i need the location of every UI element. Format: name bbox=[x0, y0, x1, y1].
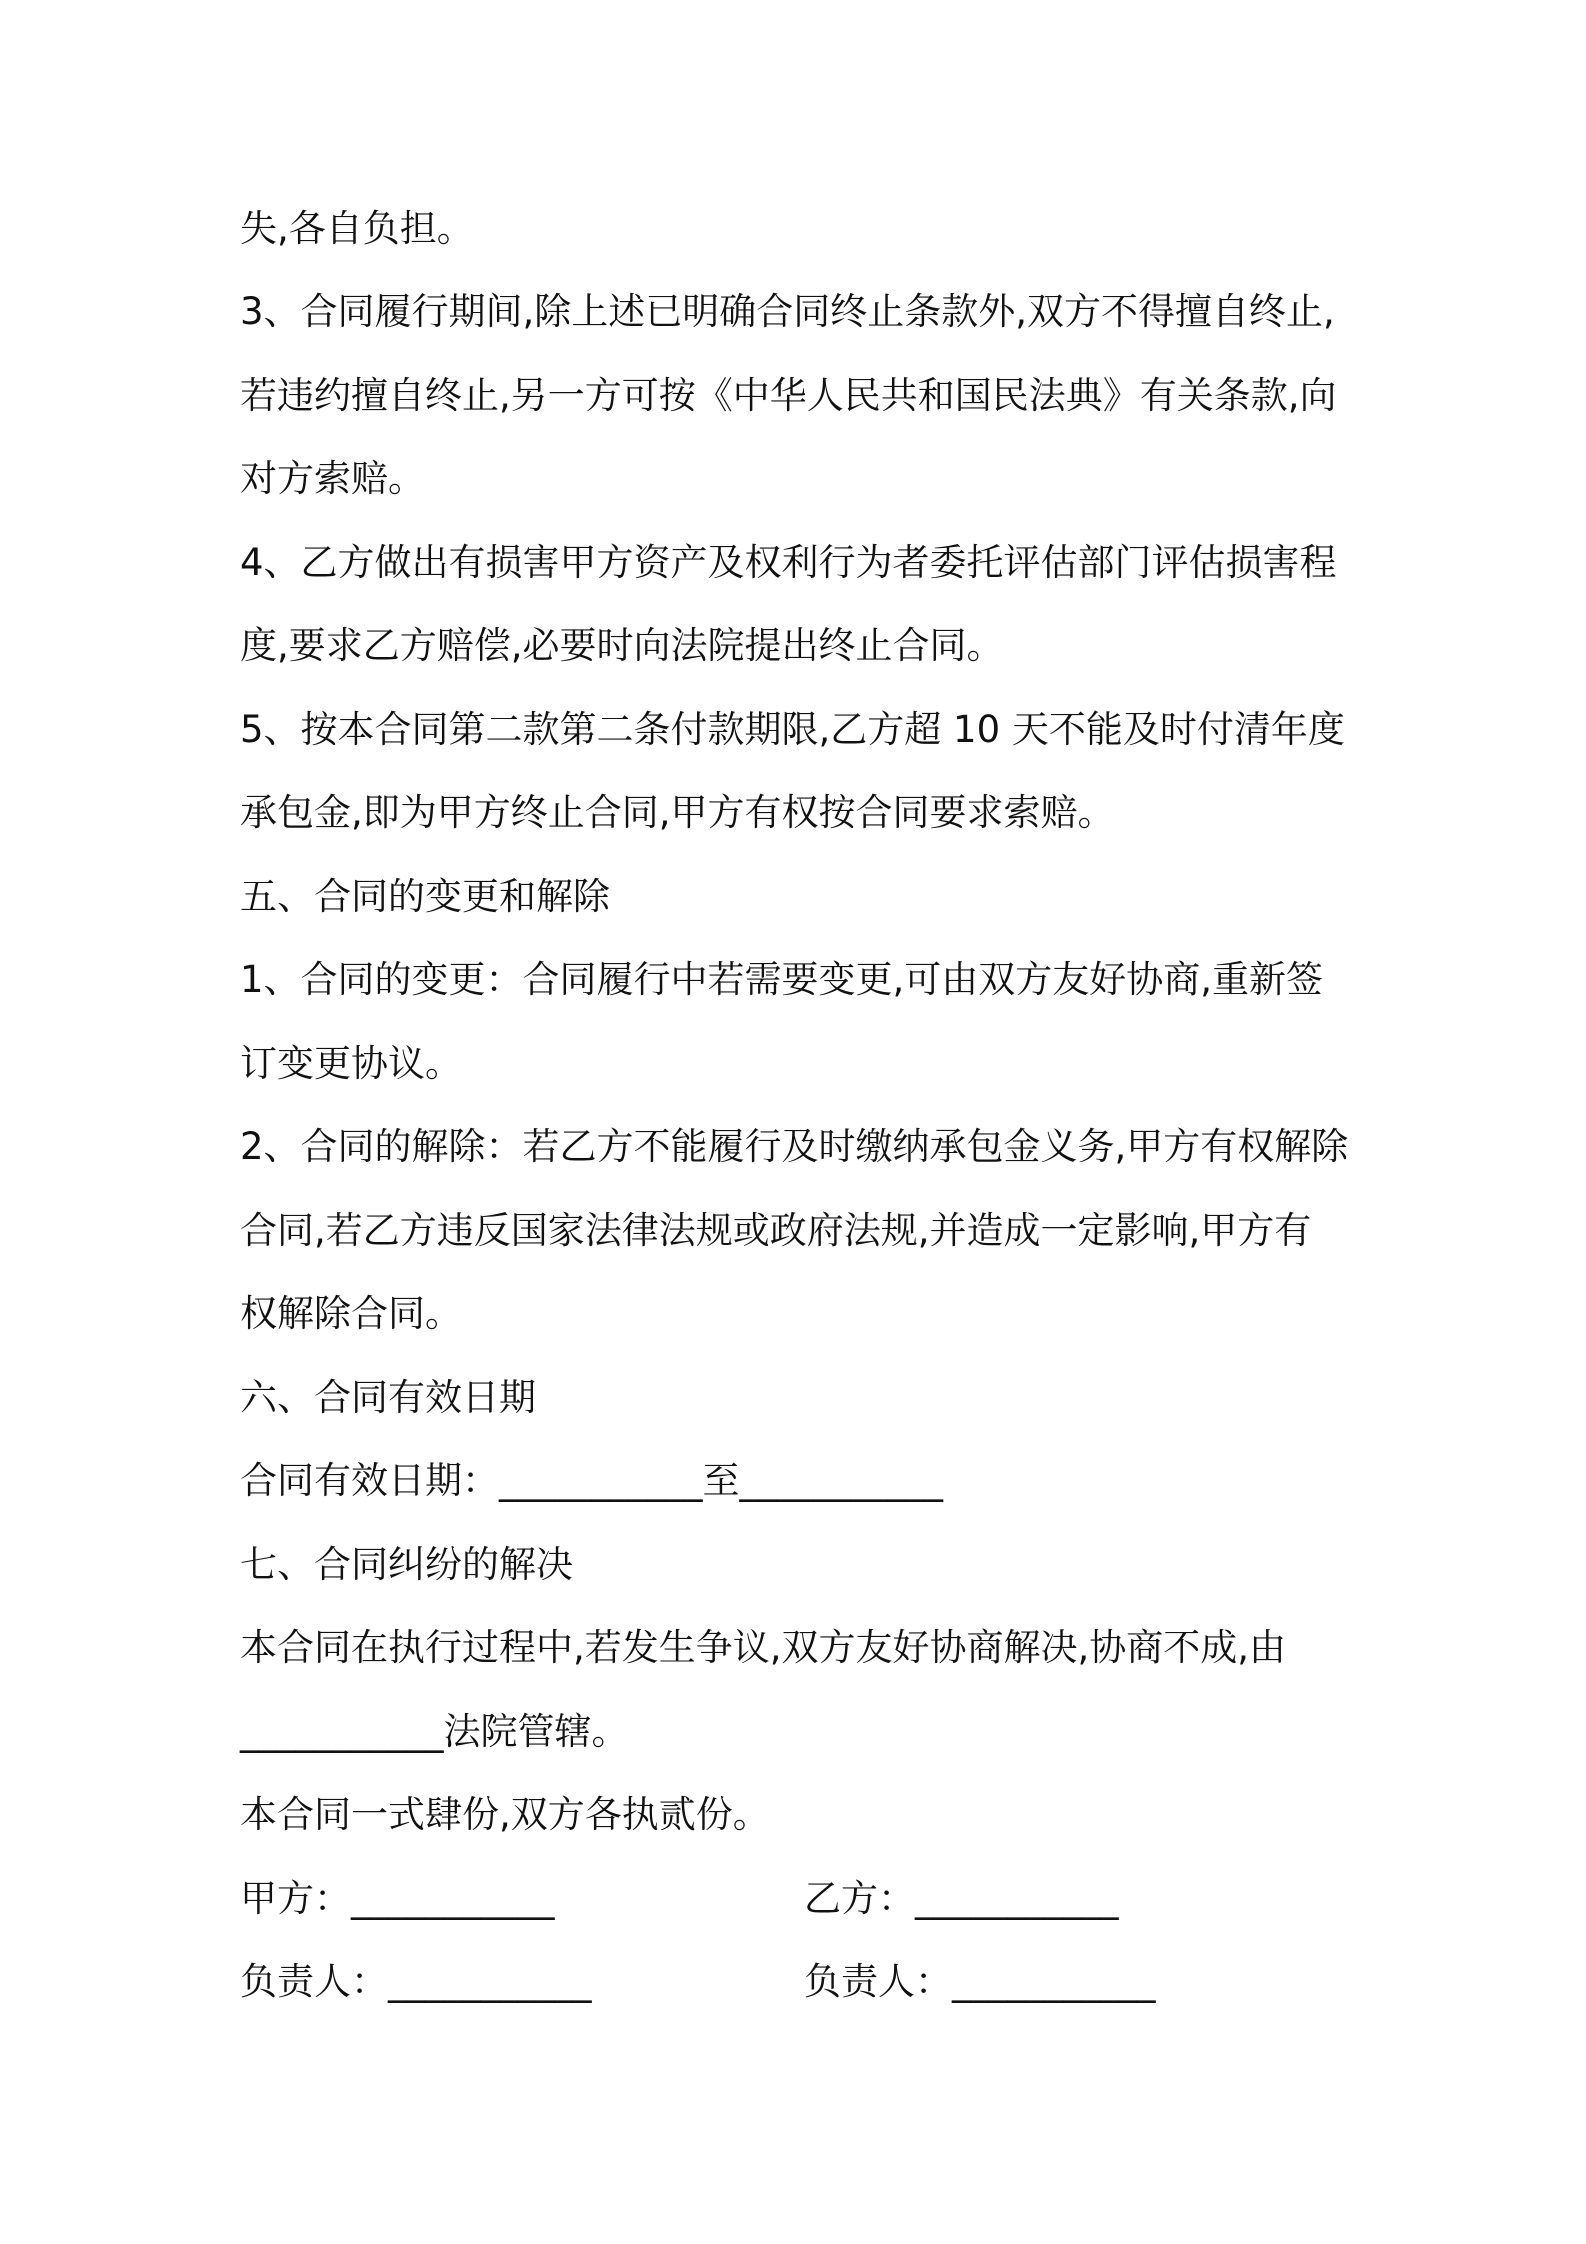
text-line: 4、乙方做出有损害甲方资产及权利行为者委托评估部门评估损害程 bbox=[240, 541, 1337, 584]
text-line: 2、合同的解除：若乙方不能履行及时缴纳承包金义务,甲方有权解除 bbox=[240, 1125, 1349, 1168]
section-heading: 五、合同的变更和解除 bbox=[240, 875, 610, 918]
text-line: ___________法院管辖。 bbox=[240, 1710, 629, 1753]
text-line: 3、合同履行期间,除上述已明确合同终止条款外,双方不得擅自终止, bbox=[240, 290, 1335, 333]
text-line: 订变更协议。 bbox=[240, 1042, 462, 1085]
text-line: 本合同一式肆份,双方各执贰份。 bbox=[240, 1793, 770, 1836]
text-line: 对方索赔。 bbox=[240, 457, 425, 500]
text-line: 5、按本合同第二款第二条付款期限,乙方超 10 天不能及时付清年度 bbox=[240, 708, 1345, 751]
party-a-signature: 甲方：___________ bbox=[240, 1877, 555, 1920]
section-heading: 七、合同纠纷的解决 bbox=[240, 1543, 573, 1586]
party-b-signature: 乙方：___________ bbox=[804, 1877, 1119, 1920]
text-line: 失,各自负担。 bbox=[240, 207, 474, 250]
party-a-representative: 负责人：___________ bbox=[240, 1960, 592, 2003]
text-line: 1、合同的变更：合同履行中若需要变更,可由双方友好协商,重新签 bbox=[240, 958, 1324, 1001]
text-line: 度,要求乙方赔偿,必要时向法院提出终止合同。 bbox=[240, 624, 1004, 667]
text-line: 合同有效日期：___________至___________ bbox=[240, 1459, 943, 1502]
text-line: 若违约擅自终止,另一方可按《中华人民共和国民法典》有关条款,向 bbox=[240, 374, 1337, 417]
text-line: 权解除合同。 bbox=[240, 1292, 462, 1335]
section-heading: 六、合同有效日期 bbox=[240, 1376, 536, 1419]
text-line: 本合同在执行过程中,若发生争议,双方友好协商解决,协商不成,由 bbox=[240, 1626, 1287, 1669]
text-line: 承包金,即为甲方终止合同,甲方有权按合同要求索赔。 bbox=[240, 791, 1115, 834]
text-line: 合同,若乙方违反国家法律法规或政府法规,并造成一定影响,甲方有 bbox=[240, 1209, 1312, 1252]
party-b-representative: 负责人：___________ bbox=[804, 1960, 1156, 2003]
